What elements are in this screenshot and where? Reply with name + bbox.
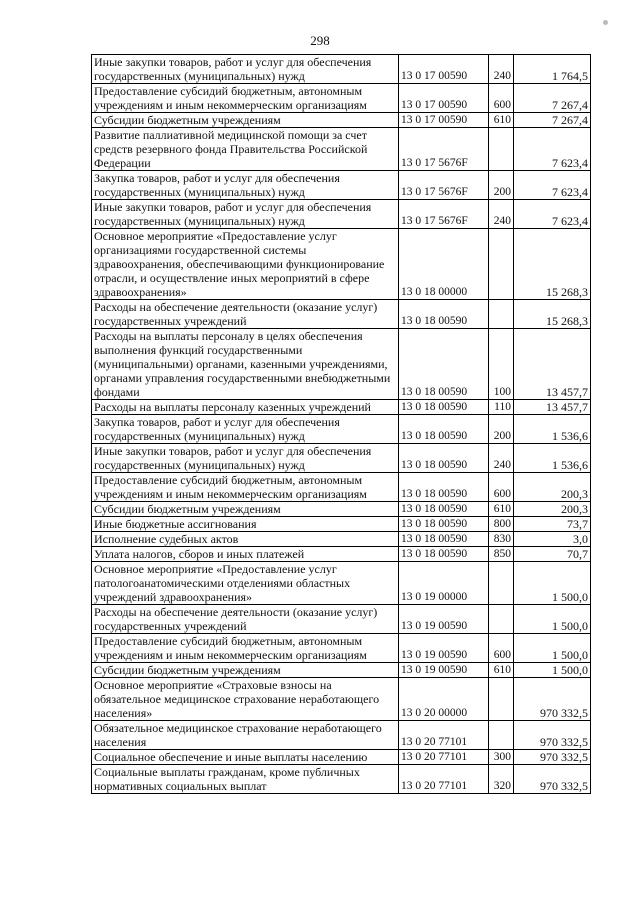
row-description: Закупка товаров, работ и услуг для обеспечения государственных (муниципальных) нужд [92, 171, 399, 200]
row-amount: 73,7 [514, 517, 591, 532]
table-row [92, 634, 591, 663]
row-target-code: 13 0 18 00590 [399, 444, 489, 473]
row-target-code: 13 0 18 00590 [399, 329, 489, 400]
row-description: Иные бюджетные ассигнования [92, 517, 399, 532]
row-description: Основное мероприятие «Страховые взносы на обязательное медицинское страхование неработающего населения» [92, 678, 399, 721]
row-amount: 1 500,0 [514, 562, 591, 605]
table-row [92, 502, 591, 517]
row-amount: 13 457,7 [514, 400, 591, 415]
table-row [92, 300, 591, 329]
row-target-code: 13 0 18 00590 [399, 532, 489, 547]
row-expense-type: 110 [489, 400, 514, 415]
row-expense-type: 200 [489, 415, 514, 444]
row-amount: 7 623,4 [514, 128, 591, 171]
row-target-code: 13 0 18 00590 [399, 300, 489, 329]
row-description: Предоставление субсидий бюджетным, автономным учреждениям и иным некоммерческим организациям [92, 84, 399, 113]
row-amount: 970 332,5 [514, 721, 591, 750]
row-amount: 1 536,6 [514, 444, 591, 473]
row-expense-type: 610 [489, 663, 514, 678]
row-expense-type: 300 [489, 750, 514, 765]
row-description: Социальные выплаты гражданам, кроме публичных нормативных социальных выплат [92, 765, 399, 794]
table-row [92, 721, 591, 750]
table-row [92, 415, 591, 444]
table-row [92, 473, 591, 502]
table-row [92, 84, 591, 113]
row-description: Основное мероприятие «Предоставление услуг организациями государственной системы здравоохранения, обеспечивающими функционирование отрасли, и осуществление иных мероприятий в сфере здравоохранения» [92, 229, 399, 300]
row-amount: 1 764,5 [514, 55, 591, 84]
row-description: Обязательное медицинское страхование неработающего населения [92, 721, 399, 750]
row-target-code: 13 0 17 00590 [399, 84, 489, 113]
row-description: Субсидии бюджетным учреждениям [92, 502, 399, 517]
table-row [92, 444, 591, 473]
row-description: Расходы на обеспечение деятельности (оказание услуг) государственных учреждений [92, 605, 399, 634]
row-target-code: 13 0 18 00590 [399, 473, 489, 502]
row-target-code: 13 0 19 00590 [399, 663, 489, 678]
table-row [92, 532, 591, 547]
row-description: Расходы на обеспечение деятельности (оказание услуг) государственных учреждений [92, 300, 399, 329]
row-amount: 1 500,0 [514, 605, 591, 634]
table-row [92, 55, 591, 84]
row-description: Закупка товаров, работ и услуг для обеспечения государственных (муниципальных) нужд [92, 415, 399, 444]
row-description: Предоставление субсидий бюджетным, автономным учреждениям и иным некоммерческим организациям [92, 634, 399, 663]
row-target-code: 13 0 19 00590 [399, 605, 489, 634]
table-row [92, 562, 591, 605]
row-amount: 1 536,6 [514, 415, 591, 444]
row-expense-type: 200 [489, 171, 514, 200]
table-row [92, 128, 591, 171]
row-description: Субсидии бюджетным учреждениям [92, 663, 399, 678]
row-description: Уплата налогов, сборов и иных платежей [92, 547, 399, 562]
row-amount: 7 623,4 [514, 171, 591, 200]
row-amount: 13 457,7 [514, 329, 591, 400]
row-amount: 200,3 [514, 502, 591, 517]
row-target-code: 13 0 17 5676F [399, 128, 489, 171]
row-amount: 7 267,4 [514, 113, 591, 128]
row-expense-type [489, 678, 514, 721]
row-expense-type: 240 [489, 200, 514, 229]
row-target-code: 13 0 17 5676F [399, 171, 489, 200]
row-target-code: 13 0 20 77101 [399, 721, 489, 750]
row-target-code: 13 0 17 5676F [399, 200, 489, 229]
row-target-code: 13 0 18 00590 [399, 502, 489, 517]
row-amount: 7 267,4 [514, 84, 591, 113]
row-expense-type: 320 [489, 765, 514, 794]
row-expense-type [489, 128, 514, 171]
row-expense-type: 830 [489, 532, 514, 547]
row-amount: 1 500,0 [514, 634, 591, 663]
row-amount: 15 268,3 [514, 229, 591, 300]
row-amount: 970 332,5 [514, 750, 591, 765]
row-expense-type [489, 229, 514, 300]
row-description: Субсидии бюджетным учреждениям [92, 113, 399, 128]
table-row [92, 750, 591, 765]
row-expense-type: 610 [489, 502, 514, 517]
row-expense-type: 600 [489, 473, 514, 502]
scan-mark [603, 20, 608, 25]
row-amount: 15 268,3 [514, 300, 591, 329]
table-row [92, 605, 591, 634]
row-expense-type [489, 721, 514, 750]
row-description: Развитие паллиативной медицинской помощи за счет средств резервного фонда Правительства Российской Федерации [92, 128, 399, 171]
row-target-code: 13 0 18 00590 [399, 415, 489, 444]
row-description: Иные закупки товаров, работ и услуг для обеспечения государственных (муниципальных) нужд [92, 200, 399, 229]
row-amount: 3,0 [514, 532, 591, 547]
table-row [92, 229, 591, 300]
table-row [92, 678, 591, 721]
row-amount: 70,7 [514, 547, 591, 562]
row-target-code: 13 0 20 00000 [399, 678, 489, 721]
row-target-code: 13 0 19 00590 [399, 634, 489, 663]
row-target-code: 13 0 18 00000 [399, 229, 489, 300]
row-description: Иные закупки товаров, работ и услуг для обеспечения государственных (муниципальных) нужд [92, 444, 399, 473]
table-row [92, 171, 591, 200]
budget-table [91, 54, 591, 794]
row-description: Основное мероприятие «Предоставление услуг патологоанатомическими отделениями областных учреждений здравоохранения» [92, 562, 399, 605]
row-target-code: 13 0 19 00000 [399, 562, 489, 605]
table-row [92, 329, 591, 400]
budget-table-body [92, 55, 591, 794]
row-target-code: 13 0 20 77101 [399, 750, 489, 765]
row-expense-type: 240 [489, 55, 514, 84]
row-amount: 970 332,5 [514, 678, 591, 721]
row-expense-type [489, 562, 514, 605]
row-expense-type [489, 605, 514, 634]
row-description: Исполнение судебных актов [92, 532, 399, 547]
row-expense-type: 850 [489, 547, 514, 562]
row-description: Иные закупки товаров, работ и услуг для обеспечения государственных (муниципальных) нужд [92, 55, 399, 84]
table-row [92, 547, 591, 562]
row-target-code: 13 0 18 00590 [399, 547, 489, 562]
table-row [92, 400, 591, 415]
row-description: Расходы на выплаты персоналу в целях обеспечения выполнения функций государственными (муниципальными) органами, казенными учреждениями, органами управления государственными внебюджетными фондами [92, 329, 399, 400]
row-expense-type: 600 [489, 84, 514, 113]
table-row [92, 200, 591, 229]
row-description: Предоставление субсидий бюджетным, автономным учреждениям и иным некоммерческим организациям [92, 473, 399, 502]
row-amount: 1 500,0 [514, 663, 591, 678]
row-amount: 970 332,5 [514, 765, 591, 794]
row-expense-type: 610 [489, 113, 514, 128]
row-expense-type: 800 [489, 517, 514, 532]
row-amount: 7 623,4 [514, 200, 591, 229]
row-target-code: 13 0 17 00590 [399, 113, 489, 128]
row-target-code: 13 0 20 77101 [399, 765, 489, 794]
row-expense-type: 100 [489, 329, 514, 400]
table-row [92, 765, 591, 794]
row-target-code: 13 0 17 00590 [399, 55, 489, 84]
row-expense-type: 240 [489, 444, 514, 473]
row-amount: 200,3 [514, 473, 591, 502]
row-description: Расходы на выплаты персоналу казенных учреждений [92, 400, 399, 415]
table-row [92, 113, 591, 128]
row-description: Социальное обеспечение и иные выплаты населению [92, 750, 399, 765]
row-target-code: 13 0 18 00590 [399, 517, 489, 532]
row-expense-type [489, 300, 514, 329]
table-row [92, 663, 591, 678]
page-number: 298 [310, 33, 330, 48]
row-expense-type: 600 [489, 634, 514, 663]
table-row [92, 517, 591, 532]
row-target-code: 13 0 18 00590 [399, 400, 489, 415]
